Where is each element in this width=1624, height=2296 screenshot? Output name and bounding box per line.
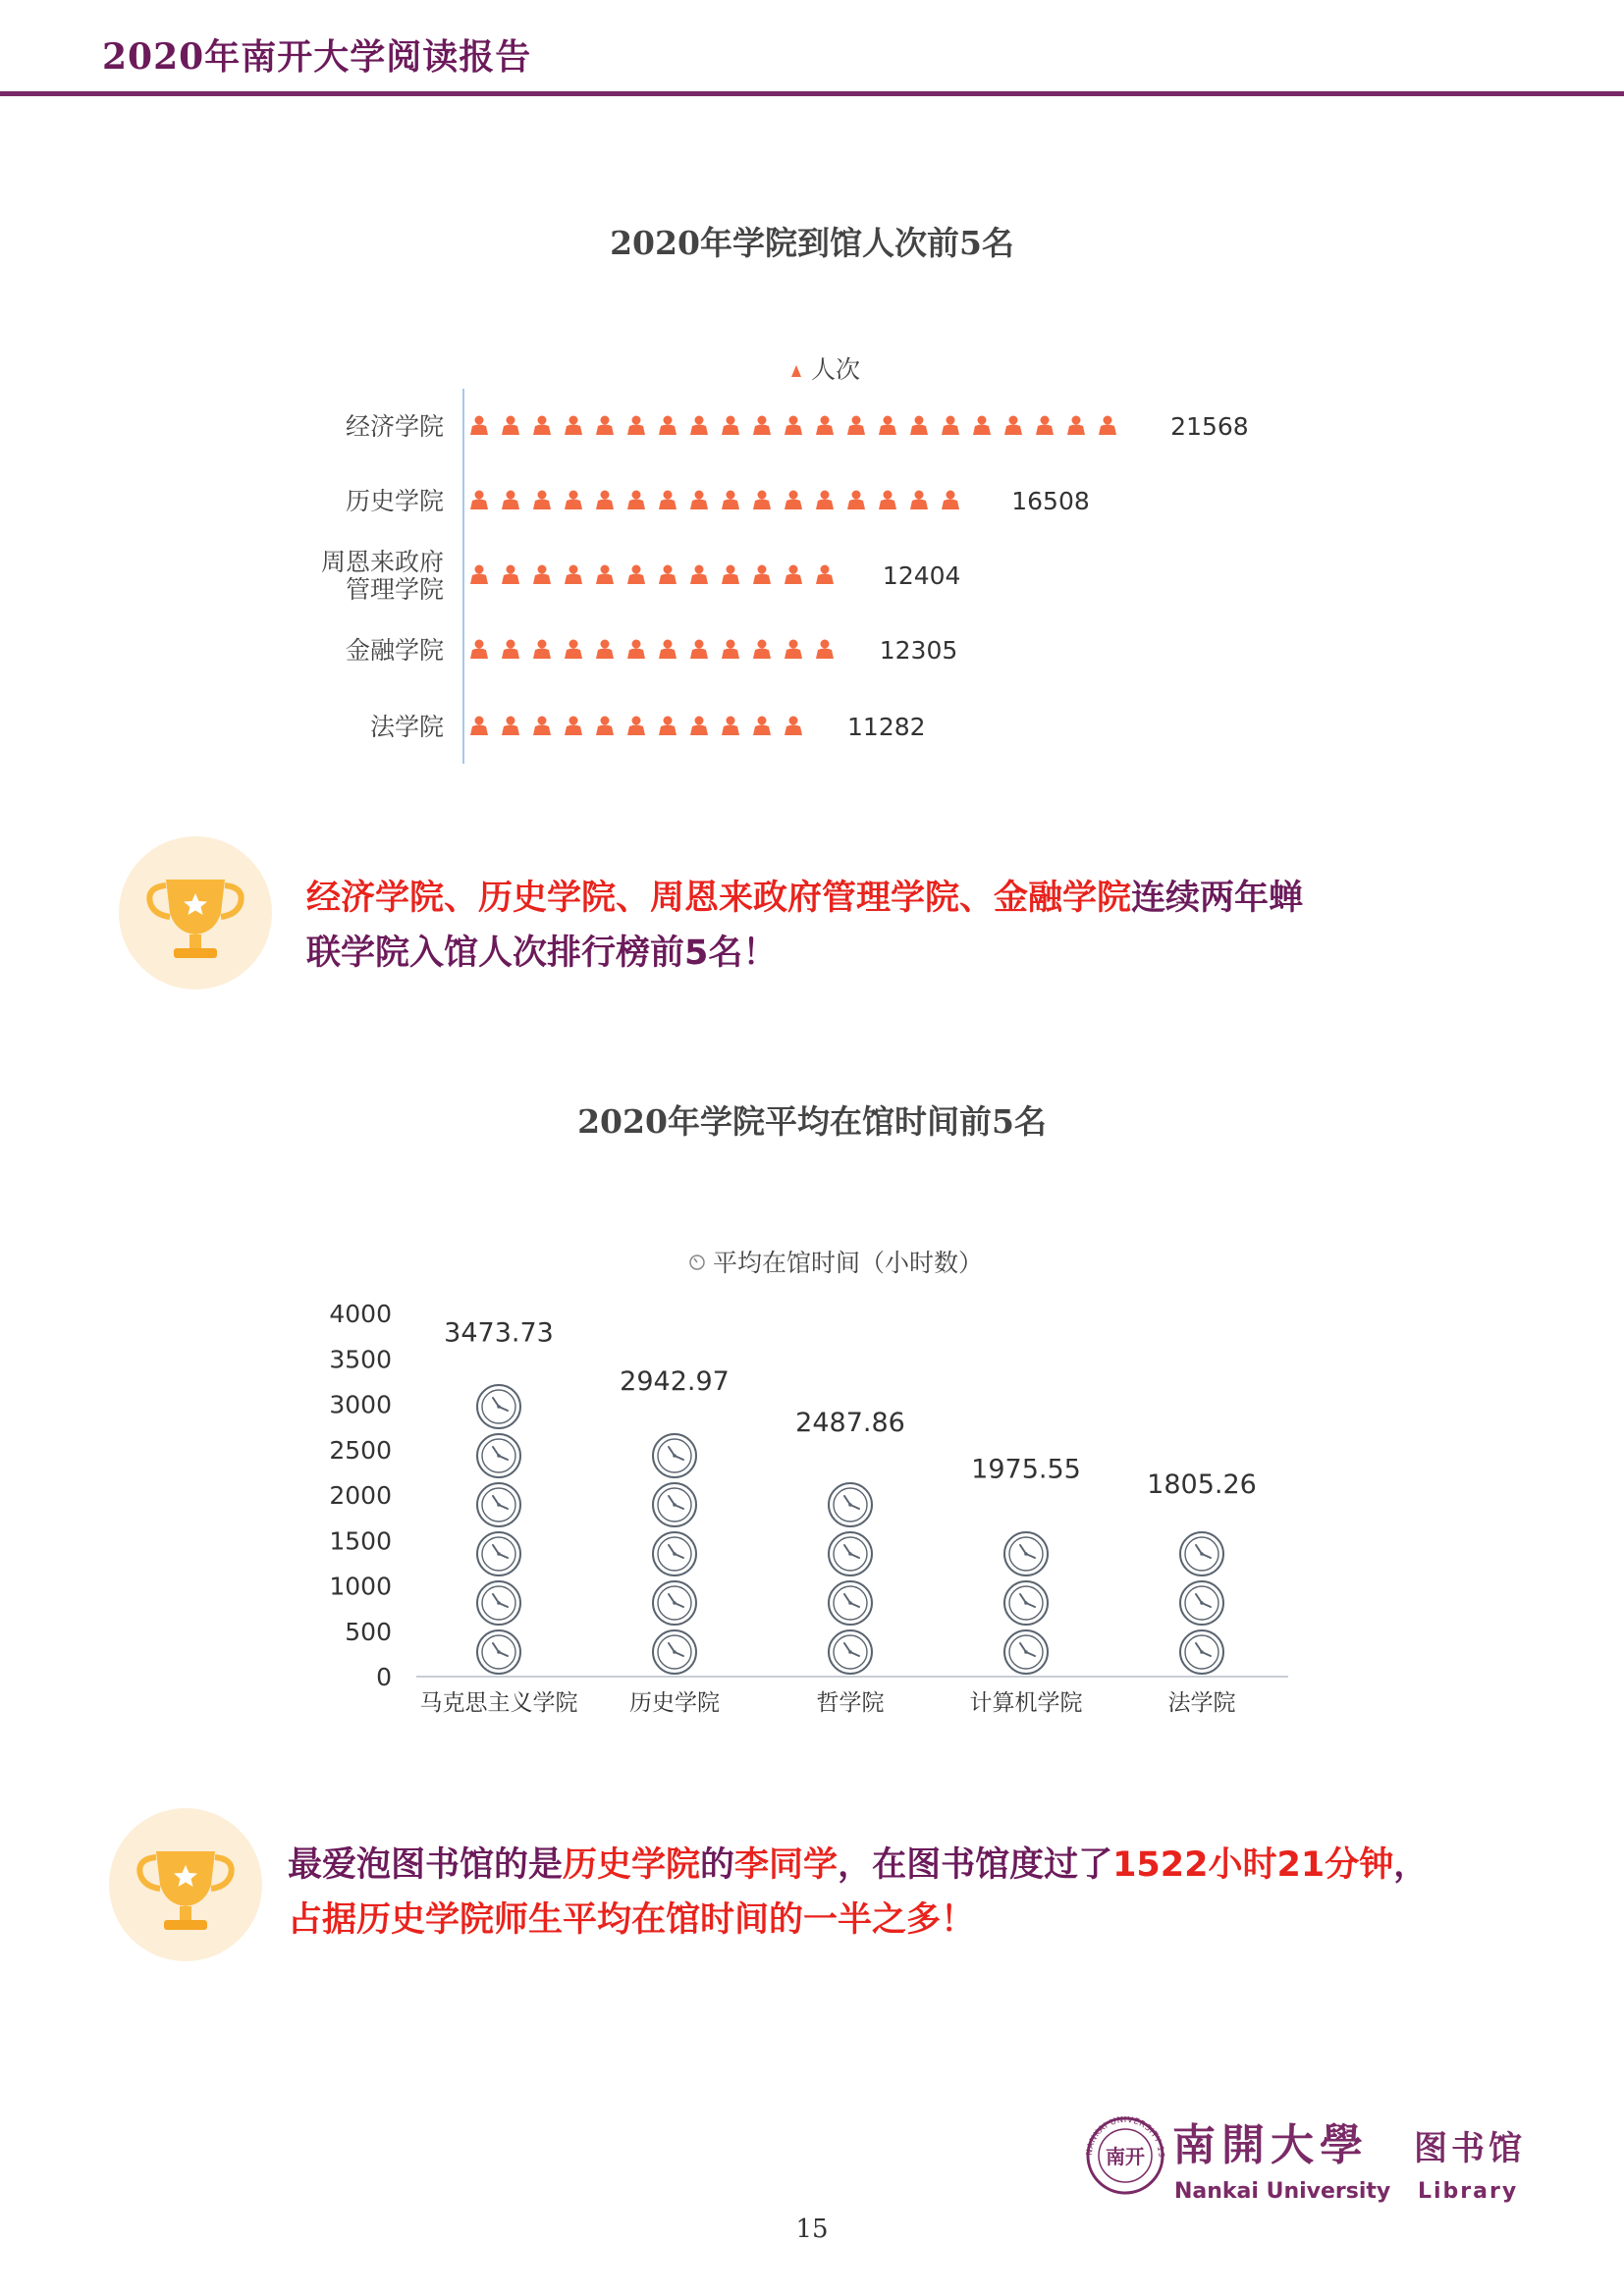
- person-icon: [533, 640, 551, 660]
- clock-icon: [477, 1434, 520, 1477]
- chart1-category-label: 历史学院: [345, 487, 444, 515]
- person-icon: [533, 717, 551, 736]
- svg-text:南开: 南开: [1106, 2145, 1145, 2168]
- chart2-category-label: 马克思主义学院: [419, 1690, 578, 1716]
- chart2-y-tick-label: 3500: [329, 1345, 392, 1374]
- person-icon: [1036, 416, 1054, 436]
- clock-icon: [829, 1483, 872, 1526]
- chart2-bar: [1180, 1483, 1223, 1674]
- clock-icon-partial: [829, 1434, 872, 1477]
- legend-person-icon: [791, 365, 801, 377]
- chart2-y-tick-label: 0: [376, 1663, 392, 1691]
- person-icon: [722, 640, 739, 660]
- chart2-title: 2020年学院平均在馆时间前5名: [577, 1102, 1047, 1141]
- clock-icon: [477, 1581, 520, 1625]
- person-icon: [816, 640, 834, 660]
- person-icon: [502, 717, 519, 736]
- clock-icon-partial: [1004, 1483, 1048, 1526]
- clock-icon: [477, 1385, 520, 1428]
- person-icon: [1099, 416, 1116, 436]
- chart2-y-tick-label: 2500: [329, 1435, 392, 1465]
- logo-library-english: Library: [1418, 2179, 1519, 2204]
- person-icon: [659, 491, 677, 510]
- chart1-category-label: 金融学院: [345, 636, 444, 665]
- person-icon: [785, 717, 802, 736]
- person-icon: [816, 565, 834, 585]
- person-icon: [785, 416, 802, 436]
- person-icon: [942, 416, 959, 436]
- person-icon: [627, 416, 645, 436]
- chart2-y-tick-label: 2000: [329, 1481, 392, 1510]
- person-icon: [470, 717, 488, 736]
- person-icon: [502, 416, 519, 436]
- header-divider: [0, 91, 1624, 96]
- chart2-pictorial-bar-chart: [0, 1227, 1624, 1728]
- chart2-value-label: 1805.26: [1147, 1469, 1257, 1501]
- person-icon: [785, 565, 802, 585]
- trophy-badge: [109, 1808, 262, 1961]
- person-icon: [816, 416, 834, 436]
- person-icon: [722, 491, 739, 510]
- chart2-value-label: 2487.86: [795, 1407, 905, 1438]
- person-icon: [910, 491, 928, 510]
- person-icon: [942, 491, 959, 510]
- chart1-value-label: 16508: [1011, 487, 1090, 515]
- person-icon: [470, 565, 488, 585]
- person-icon-partial: [973, 491, 991, 510]
- person-icon-partial: [847, 640, 865, 660]
- person-icon: [1067, 416, 1085, 436]
- clock-icon: [477, 1483, 520, 1526]
- person-icon: [565, 640, 582, 660]
- chart2-value-label: 1975.55: [971, 1454, 1081, 1485]
- chart2-category-label: 历史学院: [629, 1690, 720, 1716]
- person-icon: [753, 416, 771, 436]
- person-icon: [596, 565, 614, 585]
- person-icon: [690, 565, 708, 585]
- person-icon: [659, 717, 677, 736]
- chart2-category-label: 哲学院: [816, 1690, 885, 1716]
- chart1-value-label: 12404: [882, 561, 961, 590]
- person-icon: [470, 416, 488, 436]
- person-icon: [502, 565, 519, 585]
- clock-icon: [477, 1630, 520, 1674]
- person-icon: [690, 416, 708, 436]
- callout-text-part7: ，: [1393, 1845, 1429, 1885]
- chart1-legend-label: 人次: [811, 355, 861, 384]
- person-icon: [973, 416, 991, 436]
- callout-highlight-colleges: 经济学院、历史学院、周恩来政府管理学院、金融学院: [306, 879, 1132, 918]
- person-icon: [596, 717, 614, 736]
- person-icon: [753, 565, 771, 585]
- chart2-y-tick-label: 500: [345, 1617, 392, 1646]
- chart1-title: 2020年学院到馆人次前5名: [610, 224, 1014, 262]
- chart2-y-tick-label: 1000: [329, 1572, 392, 1601]
- callout-text-part3: 的: [700, 1845, 735, 1885]
- trophy-icon: [109, 1808, 262, 1961]
- person-icon: [847, 416, 865, 436]
- person-icon: [753, 640, 771, 660]
- callout-visits-text: [306, 871, 1303, 981]
- chart1-bar: [470, 717, 834, 736]
- person-icon: [753, 717, 771, 736]
- clock-icon: [829, 1581, 872, 1625]
- chart1-category-label: 经济学院: [345, 412, 444, 441]
- clock-icon: [653, 1630, 696, 1674]
- person-icon: [659, 565, 677, 585]
- trophy-badge: [119, 836, 272, 989]
- chart2-bar: [653, 1385, 696, 1674]
- legend-clock-icon: [690, 1255, 704, 1269]
- person-icon: [910, 416, 928, 436]
- chart2-y-tick-label: 1500: [329, 1526, 392, 1556]
- person-icon: [659, 640, 677, 660]
- chart2-y-tick-label: 4000: [329, 1300, 392, 1328]
- clock-icon: [829, 1532, 872, 1575]
- person-icon: [690, 717, 708, 736]
- clock-icon: [653, 1483, 696, 1526]
- person-icon: [690, 640, 708, 660]
- clock-icon: [1004, 1630, 1048, 1674]
- person-icon: [533, 416, 551, 436]
- person-icon: [596, 640, 614, 660]
- chart1-value-label: 11282: [847, 713, 926, 741]
- callout-highlight-student: 李同学: [734, 1845, 839, 1885]
- callout-text-line2: 占据历史学院师生平均在馆时间的一半之多！: [288, 1900, 976, 1940]
- callout-text-line2: 联学院入馆人次排行榜前5名！: [306, 934, 778, 973]
- chart2-bar: [829, 1434, 872, 1674]
- clock-icon: [829, 1630, 872, 1674]
- chart1-value-label: 12305: [879, 636, 958, 665]
- person-icon: [1004, 416, 1022, 436]
- callout-time: [0, 1808, 1624, 1975]
- clock-icon: [1180, 1581, 1223, 1625]
- clock-icon: [653, 1581, 696, 1625]
- chart1-category-label: 周恩来政府: [320, 548, 444, 576]
- chart1-bar: [470, 640, 865, 660]
- chart2-value-label: 2942.97: [620, 1365, 730, 1397]
- clock-icon: [1004, 1532, 1048, 1575]
- person-icon: [565, 491, 582, 510]
- person-icon: [596, 416, 614, 436]
- person-icon: [753, 491, 771, 510]
- person-icon: [502, 640, 519, 660]
- university-library-logo: [1078, 2109, 1540, 2207]
- logo-english-name: Nankai University: [1174, 2179, 1391, 2204]
- person-icon: [470, 640, 488, 660]
- chart2-y-tick-label: 3000: [329, 1390, 392, 1419]
- person-icon-partial: [1130, 416, 1148, 436]
- chart2-category-label: 法学院: [1167, 1690, 1236, 1716]
- callout-highlight-college: 历史学院: [563, 1845, 701, 1885]
- callout-highlight-duration: 1522小时21分钟: [1112, 1845, 1394, 1885]
- person-icon: [627, 565, 645, 585]
- chart1-value-label: 21568: [1170, 412, 1249, 441]
- chart2-legend-label: 平均在馆时间（小时数）: [713, 1249, 984, 1277]
- clock-icon: [1180, 1630, 1223, 1674]
- person-icon: [533, 565, 551, 585]
- person-icon: [596, 491, 614, 510]
- person-icon: [879, 416, 896, 436]
- chart1-bar: [470, 416, 1148, 436]
- report-title: 2020年南开大学阅读报告: [102, 36, 532, 78]
- chart2-bar: [477, 1336, 520, 1674]
- chart1-pictorial-bar-chart: [0, 334, 1624, 785]
- person-icon: [627, 491, 645, 510]
- page-number: 15: [795, 2215, 829, 2244]
- logo-library-chinese: 图书馆: [1414, 2129, 1526, 2168]
- callout-text-part5: ，在图书馆度过了: [838, 1845, 1113, 1885]
- person-icon: [565, 416, 582, 436]
- chart2-value-label: 3473.73: [444, 1317, 554, 1349]
- chart1-bar: [470, 491, 991, 510]
- clock-icon: [653, 1532, 696, 1575]
- person-icon: [533, 491, 551, 510]
- person-icon-partial: [847, 565, 865, 585]
- person-icon: [722, 717, 739, 736]
- chart1-bar: [470, 565, 865, 585]
- person-icon: [816, 491, 834, 510]
- callout-visits: [0, 836, 1624, 1003]
- person-icon: [627, 717, 645, 736]
- chart1-category-label: 法学院: [369, 713, 444, 741]
- chart1-category-label: 管理学院: [345, 575, 444, 604]
- person-icon: [627, 640, 645, 660]
- person-icon: [565, 565, 582, 585]
- clock-icon: [477, 1532, 520, 1575]
- person-icon: [722, 416, 739, 436]
- clock-icon: [653, 1434, 696, 1477]
- person-icon: [565, 717, 582, 736]
- person-icon: [785, 640, 802, 660]
- callout-text-rest: 连续两年蝉: [1131, 879, 1304, 918]
- logo-chinese-name: 南開大學: [1172, 2120, 1369, 2170]
- person-icon: [785, 491, 802, 510]
- callout-text-part1: 最爱泡图书馆的是: [288, 1845, 564, 1885]
- chart2-category-label: 计算机学院: [969, 1690, 1083, 1716]
- person-icon: [847, 491, 865, 510]
- clock-icon: [1004, 1581, 1048, 1625]
- person-icon: [690, 491, 708, 510]
- person-icon: [722, 565, 739, 585]
- person-icon: [470, 491, 488, 510]
- person-icon: [502, 491, 519, 510]
- callout-time-text: [288, 1838, 1428, 1948]
- person-icon-partial: [816, 717, 834, 736]
- logo-graphic: [1078, 2109, 1540, 2207]
- trophy-icon: [119, 836, 272, 989]
- person-icon: [879, 491, 896, 510]
- chart2-bar: [1004, 1483, 1048, 1674]
- person-icon: [659, 416, 677, 436]
- clock-icon: [1180, 1532, 1223, 1575]
- seal-text: NANKAI UNIVERSITY 19: [1084, 2114, 1166, 2159]
